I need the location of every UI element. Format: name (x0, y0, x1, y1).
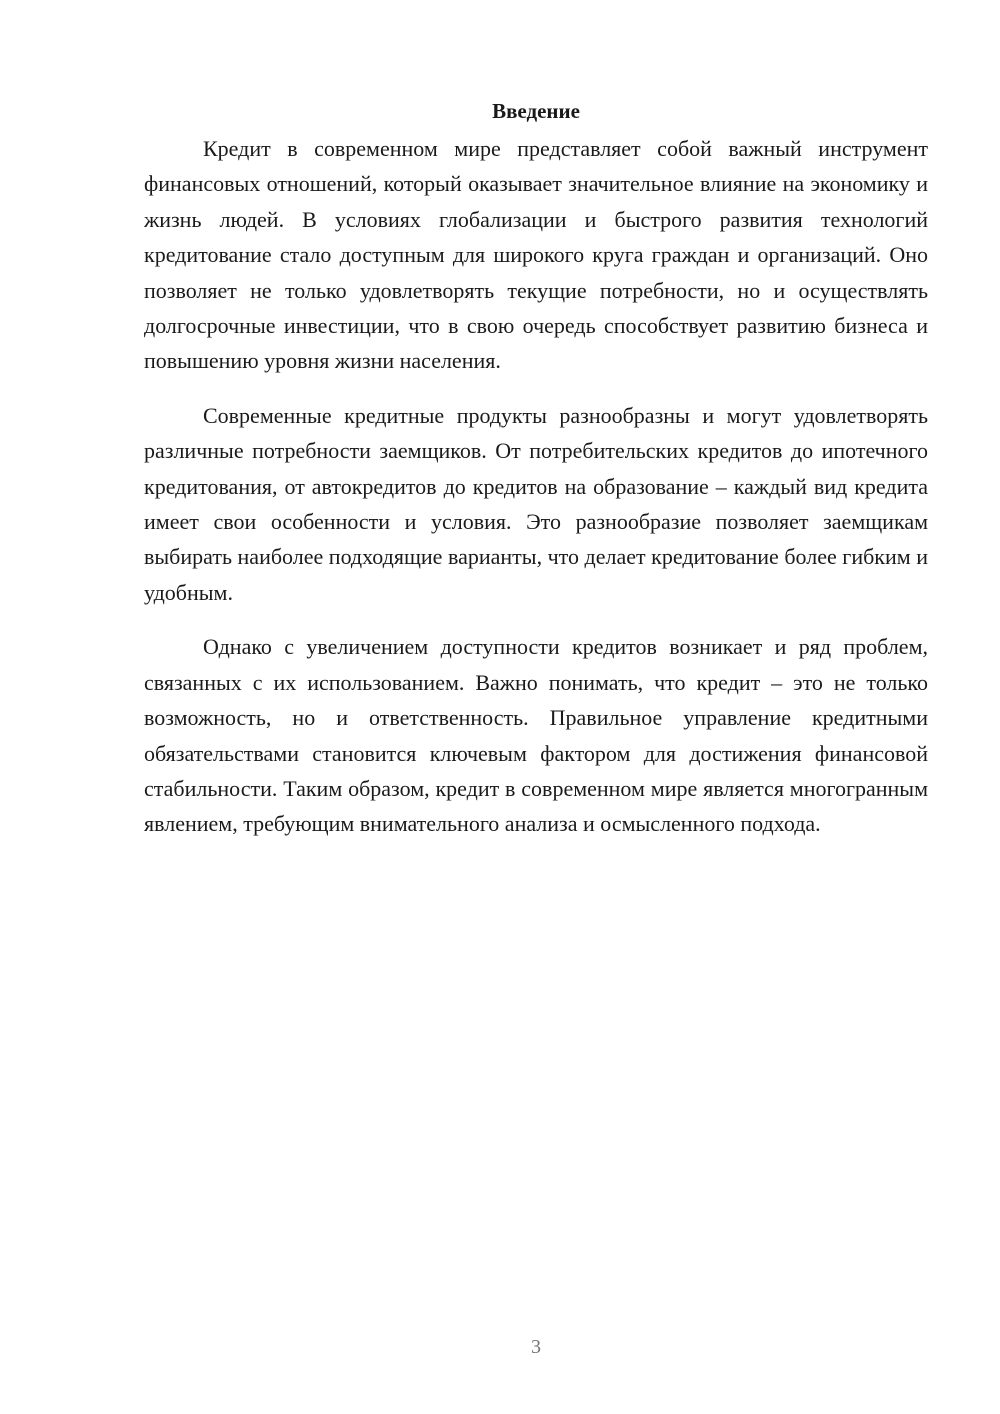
paragraph-2: Современные кредитные продукты разнообразны и могут удовлетворять различные потребности заемщиков. От потребительских кредитов до ипотечного кредитования, от автокредитов до кредитов на образование – каждый вид кредита имеет свои особенности и условия. Это разнообразие позволяет заемщикам выбирать наиболее подходящие варианты, что делает кредитование более гибким и удобным. (144, 402, 928, 605)
page-content (144, 96, 928, 861)
paragraph-3: Однако с увеличением доступности кредитов возникает и ряд проблем, связанных с их использованием. Важно понимать, что кредит – это не только возможность, но и ответственность. Правильное управление кредитными обязательствами становится ключевым фактором для достижения финансовой стабильности. Таким образом, кредит в современном мире является многогранным явлением, требующим внимательного анализа и осмысленного подхода. (144, 634, 928, 837)
page-number: 3 (531, 1336, 541, 1358)
section-title: Введение (492, 99, 580, 123)
paragraph-1: Кредит в современном мире представляет собой важный инструмент финансовых отношений, который оказывает значительное влияние на экономику и жизнь людей. В условиях глобализации и быстрого развития технологий кредитование стало доступным для широкого круга граждан и организаций. Оно позволяет не только удовлетворять текущие потребности, но и осуществлять долгосрочные инвестиции, что в свою очередь способствует развитию бизнеса и повышению уровня жизни населения. (144, 136, 928, 374)
